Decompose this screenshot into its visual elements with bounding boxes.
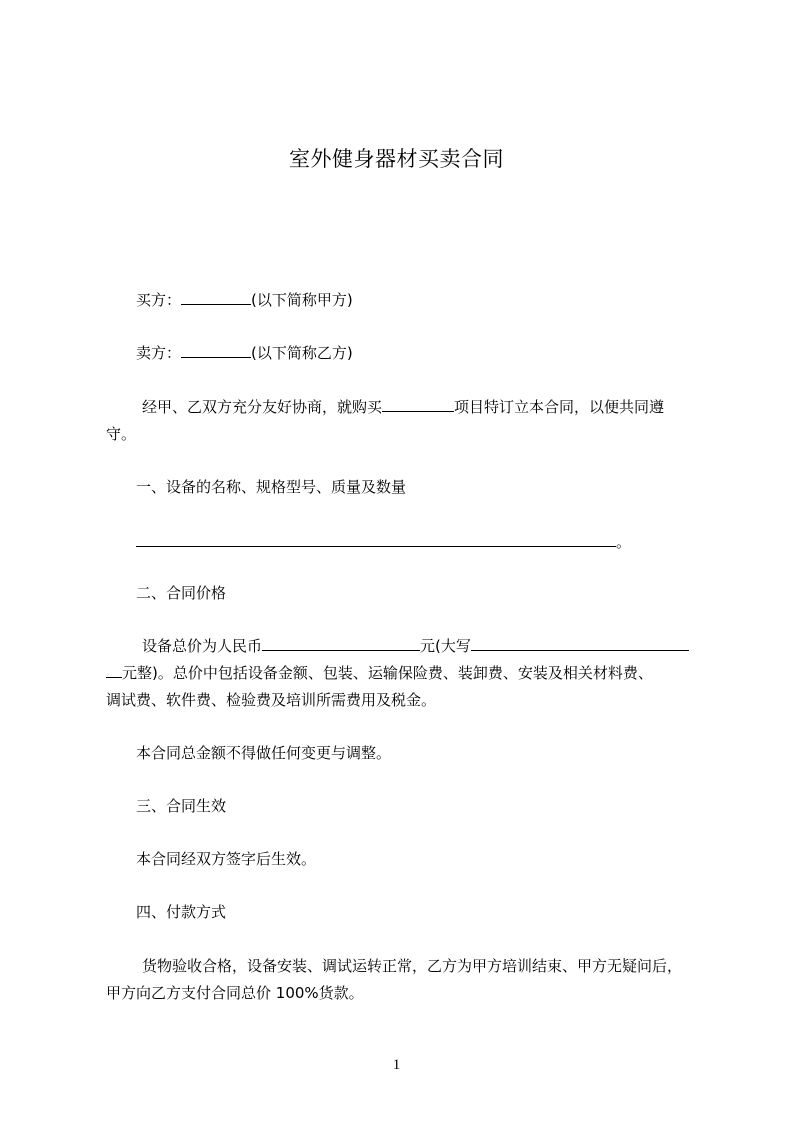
buyer-suffix: (以下简称甲方): [251, 291, 353, 309]
price-text-3: 元整)。总价中包括设备金额、包装、运输保险费、装卸费、安装及相关材料费、: [122, 664, 653, 682]
intro-text-1: 经甲、乙双方充分友好协商，就购买: [142, 398, 383, 416]
buyer-line: [106, 287, 736, 314]
seller-line: [106, 340, 736, 367]
price-note: 本合同总金额不得做任何变更与调整。: [136, 744, 392, 762]
payment-line-2: 甲方向乙方支付合同总价 100%货款。: [106, 984, 364, 1002]
section-2-heading: 二、合同价格: [136, 584, 227, 602]
equipment-blank: [136, 530, 616, 547]
intro-line-2: [106, 421, 706, 448]
price-words-blank-cont: [106, 661, 122, 678]
price-text-2: 元(大写: [420, 637, 471, 655]
intro-line-1: [106, 394, 742, 421]
document-title: 室外健身器材买卖合同: [289, 147, 504, 171]
price-line-1: [106, 633, 742, 660]
seller-suffix: (以下简称乙方): [251, 344, 353, 362]
seller-blank: [181, 341, 251, 358]
price-line-2: [106, 660, 706, 687]
section-3-text: 本合同经双方签字后生效。: [136, 850, 317, 868]
intro-text-2: 项目特订立本合同，以便共同遵: [454, 398, 665, 416]
buyer-blank: [181, 288, 251, 305]
section-1-heading: 一、设备的名称、规格型号、质量及数量: [136, 478, 407, 496]
section-1-end: 。: [616, 533, 632, 551]
page-number: 1: [392, 1057, 401, 1073]
price-text-1: 设备总价为人民币: [142, 637, 263, 655]
price-line-3: [106, 687, 706, 714]
section-4-heading: 四、付款方式: [136, 903, 227, 921]
price-text-4: 调试费、软件费、检验费及培训所需费用及税金。: [106, 691, 437, 709]
price-number-blank: [262, 634, 420, 651]
section-1-blank-line: [106, 529, 736, 556]
intro-project-blank: [382, 395, 454, 412]
buyer-label: 买方：: [136, 291, 182, 309]
section-3-heading: 三、合同生效: [136, 797, 227, 815]
seller-label: 卖方：: [136, 344, 182, 362]
intro-text-3: 守。: [106, 425, 137, 443]
payment-line-1: 货物验收合格，设备安装、调试运转正常，乙方为甲方培训结束、甲方无疑问后，: [142, 957, 683, 975]
price-words-blank: [471, 634, 689, 651]
